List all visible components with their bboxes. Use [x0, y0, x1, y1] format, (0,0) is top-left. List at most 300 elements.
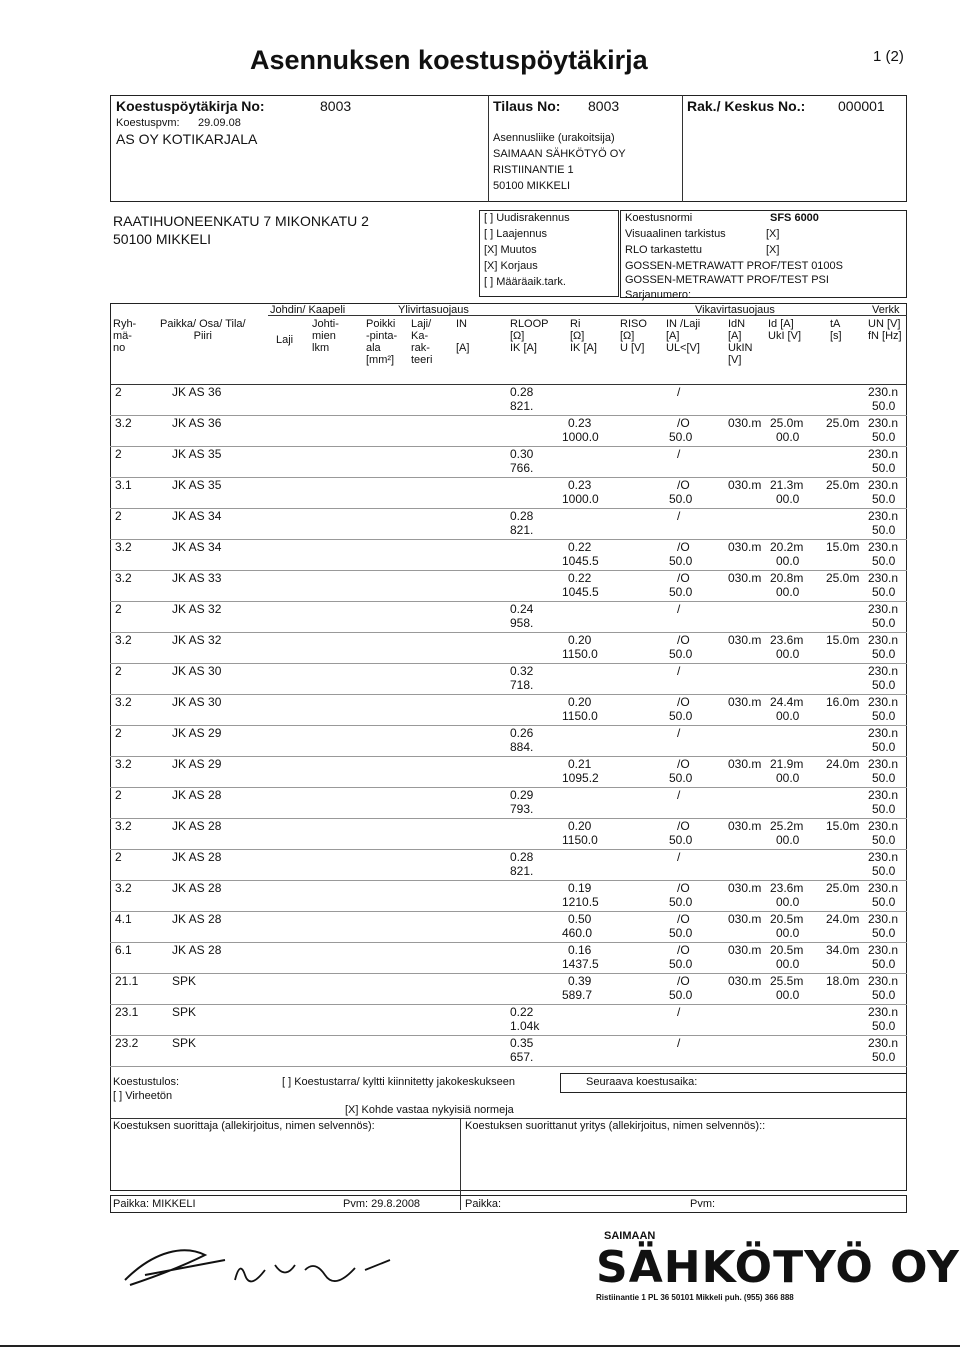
cell-ik-ri: 589.7	[562, 988, 593, 1002]
performer-signature-label: Koestuksen suorittaja (allekirjoitus, nimen selvennös):	[113, 1120, 375, 1132]
cell-id: 25.0m	[770, 416, 804, 430]
cell-idn: 030.m	[728, 416, 762, 430]
cell-ta: 15.0m	[826, 540, 860, 554]
date-left: Pvm: 29.8.2008	[343, 1198, 421, 1210]
cell-ik-ri: 1150.0	[562, 647, 598, 661]
cell-group: 2	[115, 509, 122, 523]
cell-un: 230.n	[868, 664, 899, 678]
cell-idn: 030.m	[728, 819, 762, 833]
cell-in-laji: /	[677, 788, 681, 802]
cell-ri: 0.16	[568, 943, 592, 957]
cell-ik-ri: 1210.5	[562, 895, 599, 909]
cell-rloop: 0.30	[510, 447, 534, 461]
cell-id: 23.6m	[770, 633, 804, 647]
cell-idn: 030.m	[728, 912, 762, 926]
cell-ta: 16.0m	[826, 695, 860, 709]
cell-uk: 00.0	[776, 988, 800, 1002]
cell-ik-loop: 821.	[510, 523, 534, 537]
cell-ta: 24.0m	[826, 912, 860, 926]
cell-ta: 25.0m	[826, 416, 860, 430]
table-row	[0, 447, 960, 478]
cell-id: 21.3m	[770, 478, 804, 492]
cell-ri: 0.23	[568, 478, 592, 492]
customer-name: AS OY KOTIKARJALA	[116, 131, 258, 147]
cell-rloop: 0.28	[510, 509, 534, 523]
cell-uk: 00.0	[776, 647, 800, 661]
cell-fn: 50.0	[872, 1019, 896, 1033]
cell-uk: 00.0	[776, 957, 800, 971]
norm-label: Koestusnormi	[625, 212, 693, 224]
rlo-check: RLO tarkastettu	[625, 244, 703, 256]
cell-ik-loop: 718.	[510, 678, 534, 692]
cell-fn: 50.0	[872, 399, 896, 413]
cell-ri: 0.22	[568, 540, 592, 554]
cell-fn: 50.0	[872, 895, 896, 909]
cell-uk: 00.0	[776, 585, 800, 599]
cell-rloop: 0.32	[510, 664, 534, 678]
defects-checkbox: [ ] Virheetön	[113, 1090, 173, 1102]
cell-ul: 50.0	[669, 709, 693, 723]
cell-ul: 50.0	[669, 554, 693, 568]
cell-un: 230.n	[868, 819, 899, 833]
cell-part: JK AS 32	[172, 633, 222, 647]
table-row	[0, 633, 960, 664]
cell-ik-ri: 1045.5	[562, 554, 599, 568]
cell-ik-ri: 1150.0	[562, 709, 598, 723]
cell-id: 25.2m	[770, 819, 804, 833]
cell-ri: 0.20	[568, 819, 592, 833]
cell-ul: 50.0	[669, 988, 693, 1002]
cell-un: 230.n	[868, 602, 899, 616]
cell-ta: 25.0m	[826, 881, 860, 895]
cell-ta: 15.0m	[826, 819, 860, 833]
cell-group: 4.1	[115, 912, 132, 926]
cell-fn: 50.0	[872, 833, 896, 847]
cell-idn: 030.m	[728, 478, 762, 492]
cell-ik-loop: 958.	[510, 616, 534, 630]
cell-in-laji: /	[677, 447, 681, 461]
cell-ri: 0.22	[568, 571, 592, 585]
cell-un: 230.n	[868, 850, 899, 864]
cell-in-laji: /O	[677, 416, 690, 430]
header-id: Id [A] UkI [V]	[768, 318, 802, 342]
date-right: Pvm:	[690, 1198, 716, 1210]
cell-fn: 50.0	[872, 988, 896, 1002]
table-row	[0, 478, 960, 509]
cell-idn: 030.m	[728, 943, 762, 957]
rlo-check-mark: [X]	[766, 244, 780, 256]
cell-part: SPK	[172, 1005, 197, 1019]
cell-id: 23.6m	[770, 881, 804, 895]
cell-fn: 50.0	[872, 647, 896, 661]
cell-idn: 030.m	[728, 974, 762, 988]
cell-ri: 0.21	[568, 757, 592, 771]
cell-id: 20.5m	[770, 912, 804, 926]
cell-uk: 00.0	[776, 492, 800, 506]
cell-in-laji: /O	[677, 881, 690, 895]
cell-ik-ri: 1437.5	[562, 957, 599, 971]
cell-ik-ri: 460.0	[562, 926, 593, 940]
cell-in-laji: /	[677, 850, 681, 864]
cell-group: 2	[115, 788, 122, 802]
cell-fn: 50.0	[872, 523, 896, 537]
cell-part: JK AS 28	[172, 881, 222, 895]
cell-uk: 00.0	[776, 895, 800, 909]
table-row	[0, 943, 960, 974]
cell-idn: 030.m	[728, 540, 762, 554]
header-conductor: Johdin/ Kaapeli	[270, 304, 346, 316]
cell-part: JK AS 35	[172, 478, 222, 492]
table-row	[0, 571, 960, 602]
cell-ta: 25.0m	[826, 478, 860, 492]
header-overcurrent: Ylivirtasuojaus	[398, 304, 469, 316]
header-ta: tA [s]	[830, 318, 842, 342]
cell-ul: 50.0	[669, 895, 693, 909]
cell-part: JK AS 36	[172, 416, 222, 430]
cell-ul: 50.0	[669, 957, 693, 971]
cell-group: 21.1	[115, 974, 139, 988]
cell-part: JK AS 28	[172, 943, 222, 957]
cell-part: JK AS 34	[172, 540, 222, 554]
cell-ri: 0.50	[568, 912, 592, 926]
header-fault-protection: Vikavirtasuojaus	[695, 304, 775, 316]
cell-group: 3.2	[115, 881, 132, 895]
cell-part: JK AS 28	[172, 819, 222, 833]
cell-ik-loop: 766.	[510, 461, 534, 475]
cell-group: 3.2	[115, 633, 132, 647]
cell-part: JK AS 33	[172, 571, 222, 585]
cell-part: SPK	[172, 1036, 197, 1050]
site-city: 50100 MIKKELI	[113, 231, 212, 247]
cell-part: JK AS 28	[172, 788, 222, 802]
cell-un: 230.n	[868, 416, 899, 430]
cell-un: 230.n	[868, 633, 899, 647]
cell-fn: 50.0	[872, 1050, 896, 1064]
cell-ta: 34.0m	[826, 943, 860, 957]
cell-group: 23.1	[115, 1005, 139, 1019]
cell-part: JK AS 28	[172, 912, 222, 926]
cell-ta: 15.0m	[826, 633, 860, 647]
table-row	[0, 726, 960, 757]
cell-ri: 0.20	[568, 633, 592, 647]
cell-ik-loop: 821.	[510, 399, 534, 413]
table-row	[0, 881, 960, 912]
cell-un: 230.n	[868, 912, 899, 926]
cell-part: JK AS 30	[172, 664, 222, 678]
cell-fn: 50.0	[872, 461, 896, 475]
cell-un: 230.n	[868, 881, 899, 895]
cell-group: 2	[115, 850, 122, 864]
cell-ri: 0.23	[568, 416, 592, 430]
cell-rloop: 0.28	[510, 385, 534, 399]
cell-ul: 50.0	[669, 585, 693, 599]
company-stamp	[596, 1230, 960, 1302]
cell-ik-ri: 1000.0	[562, 430, 599, 444]
place-right: Paikka:	[465, 1198, 502, 1210]
cell-part: JK AS 28	[172, 850, 222, 864]
cell-ik-loop: 884.	[510, 740, 534, 754]
cell-ik-loop: 657.	[510, 1050, 534, 1064]
cell-ik-loop: 1.04k	[510, 1019, 540, 1033]
cell-in-laji: /O	[677, 819, 690, 833]
cell-in-laji: /O	[677, 571, 690, 585]
visual-check: Visuaalinen tarkistus	[625, 228, 726, 240]
cell-in-laji: /	[677, 602, 681, 616]
cell-ul: 50.0	[669, 771, 693, 785]
cell-part: JK AS 30	[172, 695, 222, 709]
cell-ri: 0.19	[568, 881, 592, 895]
cell-id: 21.9m	[770, 757, 804, 771]
next-test-label: Seuraava koestusaika:	[586, 1076, 698, 1088]
work-type-item: [X] Muutos	[484, 244, 537, 256]
cell-rloop: 0.26	[510, 726, 534, 740]
building-label: Rak./ Keskus No.:	[687, 98, 806, 114]
cell-un: 230.n	[868, 757, 899, 771]
table-row	[0, 850, 960, 881]
cell-un: 230.n	[868, 509, 899, 523]
device-1: GOSSEN-METRAWATT PROF/TEST 0100S	[625, 260, 844, 272]
order-label: Tilaus No:	[493, 98, 561, 114]
cell-un: 230.n	[868, 571, 899, 585]
cell-part: JK AS 32	[172, 602, 222, 616]
header-ri: Ri [Ω] IK [A]	[570, 318, 597, 354]
cell-group: 3.2	[115, 819, 132, 833]
cell-un: 230.n	[868, 540, 899, 554]
table-row	[0, 664, 960, 695]
cell-un: 230.n	[868, 1005, 899, 1019]
cell-ul: 50.0	[669, 647, 693, 661]
cell-fn: 50.0	[872, 802, 896, 816]
cell-idn: 030.m	[728, 757, 762, 771]
header-group: Ryh- mä- no	[113, 318, 137, 354]
cell-group: 6.1	[115, 943, 132, 957]
page-title: Asennuksen koestuspöytäkirja	[250, 45, 648, 75]
stamp-small-text: SAIMAAN	[604, 1230, 656, 1242]
cell-part: JK AS 29	[172, 726, 222, 740]
header-in-laji: IN /Laji [A] UL<[V]	[666, 318, 701, 354]
cell-in-laji: /O	[677, 478, 690, 492]
table-row	[0, 385, 960, 416]
header-riso: RISO [Ω] U [V]	[620, 318, 647, 354]
table-row	[0, 757, 960, 788]
order-number: 8003	[588, 98, 620, 114]
cell-uk: 00.0	[776, 771, 800, 785]
table-row	[0, 788, 960, 819]
cell-fn: 50.0	[872, 678, 896, 692]
contractor-line: 50100 MIKKELI	[493, 180, 571, 192]
cell-uk: 00.0	[776, 554, 800, 568]
cell-un: 230.n	[868, 726, 899, 740]
cell-ta: 18.0m	[826, 974, 860, 988]
cell-idn: 030.m	[728, 633, 762, 647]
cell-un: 230.n	[868, 1036, 899, 1050]
cell-in-laji: /O	[677, 757, 690, 771]
cell-group: 3.2	[115, 540, 132, 554]
header-count: Johti- mien lkm	[312, 318, 339, 354]
cell-un: 230.n	[868, 385, 899, 399]
stamp-company-name: SÄHKÖTYÖ OY	[596, 1242, 960, 1293]
cell-ri: 0.20	[568, 695, 592, 709]
cell-in-laji: /O	[677, 633, 690, 647]
cell-rloop: 0.22	[510, 1005, 534, 1019]
cell-fn: 50.0	[872, 492, 896, 506]
cell-in-laji: /O	[677, 540, 690, 554]
cell-group: 2	[115, 602, 122, 616]
table-row	[0, 540, 960, 571]
cell-ul: 50.0	[669, 833, 693, 847]
cell-group: 3.2	[115, 571, 132, 585]
cell-uk: 00.0	[776, 430, 800, 444]
cell-part: JK AS 35	[172, 447, 222, 461]
cell-idn: 030.m	[728, 881, 762, 895]
cell-group: 3.2	[115, 757, 132, 771]
cell-ik-loop: 821.	[510, 864, 534, 878]
handwritten-signature	[115, 1240, 415, 1295]
cell-fn: 50.0	[872, 616, 896, 630]
cell-ta: 25.0m	[826, 571, 860, 585]
cell-ik-loop: 793.	[510, 802, 534, 816]
cell-group: 3.2	[115, 416, 132, 430]
cell-ta: 24.0m	[826, 757, 860, 771]
cell-group: 2	[115, 664, 122, 678]
table-row	[0, 509, 960, 540]
cell-ul: 50.0	[669, 926, 693, 940]
table-row	[0, 1036, 960, 1067]
header-type: Laji	[276, 334, 294, 346]
work-type-item: [ ] Määräaik.tark.	[484, 276, 566, 288]
contractor-line: RISTIINANTIE 1	[493, 164, 574, 176]
work-type-item: [X] Korjaus	[484, 260, 538, 272]
cell-uk: 00.0	[776, 926, 800, 940]
table-row	[0, 1005, 960, 1036]
header-part: Paikka/ Osa/ Tila/ Piiri	[160, 318, 246, 342]
cell-group: 3.2	[115, 695, 132, 709]
header-cross-section: Poikki -pinta- ala [mm²]	[366, 318, 398, 366]
table-row	[0, 416, 960, 447]
cell-un: 230.n	[868, 788, 899, 802]
table-row	[0, 912, 960, 943]
cell-rloop: 0.24	[510, 602, 534, 616]
protocol-date-label: Koestuspvm:	[116, 117, 180, 129]
cell-fn: 50.0	[872, 430, 896, 444]
cell-un: 230.n	[868, 695, 899, 709]
cell-fn: 50.0	[872, 709, 896, 723]
cell-ik-ri: 1045.5	[562, 585, 599, 599]
cell-in-laji: /O	[677, 912, 690, 926]
cell-in-laji: /	[677, 664, 681, 678]
cell-id: 20.8m	[770, 571, 804, 585]
result-label: Koestustulos:	[113, 1076, 180, 1088]
cell-ri: 0.39	[568, 974, 592, 988]
cell-in-laji: /	[677, 1005, 681, 1019]
serial-label: Sarjanumero:	[625, 289, 692, 301]
cell-fn: 50.0	[872, 771, 896, 785]
cell-idn: 030.m	[728, 571, 762, 585]
sticker-checkbox: [ ] Koestustarra/ kyltti kiinnitetty jakokeskukseen	[282, 1076, 515, 1088]
cell-in-laji: /	[677, 509, 681, 523]
cell-part: JK AS 34	[172, 509, 222, 523]
table-row	[0, 819, 960, 850]
cell-rloop: 0.28	[510, 850, 534, 864]
header-un: UN [V] fN [Hz]	[868, 318, 902, 342]
cell-part: SPK	[172, 974, 197, 988]
cell-un: 230.n	[868, 478, 899, 492]
protocol-number: 8003	[320, 98, 352, 114]
device-2: GOSSEN-METRAWATT PROF/TEST PSI	[625, 274, 829, 286]
protocol-label: Koestuspöytäkirja No:	[116, 98, 265, 114]
cell-fn: 50.0	[872, 740, 896, 754]
cell-id: 20.5m	[770, 943, 804, 957]
cell-fn: 50.0	[872, 957, 896, 971]
contractor-line: SAIMAAN SÄHKÖTYÖ OY	[493, 148, 626, 160]
contractor-label: Asennusliike (urakoitsija)	[493, 132, 615, 144]
cell-rloop: 0.35	[510, 1036, 534, 1050]
building-number: 000001	[838, 98, 885, 114]
cell-ik-ri: 1150.0	[562, 833, 598, 847]
header-idn: IdN [A] UkIN [V]	[728, 318, 753, 366]
cell-group: 23.2	[115, 1036, 139, 1050]
cell-part: JK AS 36	[172, 385, 222, 399]
cell-fn: 50.0	[872, 864, 896, 878]
cell-id: 24.4m	[770, 695, 804, 709]
cell-un: 230.n	[868, 974, 899, 988]
cell-part: JK AS 29	[172, 757, 222, 771]
cell-fn: 50.0	[872, 926, 896, 940]
cell-rloop: 0.29	[510, 788, 534, 802]
cell-in-laji: /O	[677, 974, 690, 988]
header-in: IN [A]	[456, 318, 470, 354]
cell-fn: 50.0	[872, 585, 896, 599]
cell-id: 25.5m	[770, 974, 804, 988]
page-number: 1 (2)	[873, 48, 904, 65]
cell-in-laji: /O	[677, 943, 690, 957]
compliance-checkbox: [X] Kohde vastaa nykyisiä normeja	[345, 1104, 514, 1116]
cell-in-laji: /	[677, 726, 681, 740]
cell-group: 2	[115, 726, 122, 740]
place-left: Paikka: MIKKELI	[113, 1198, 196, 1210]
cell-uk: 00.0	[776, 833, 800, 847]
stamp-address-line: Ristiinantie 1 PL 36 50101 Mikkeli puh. (955) 366 888	[596, 1293, 794, 1302]
site-address: RAATIHUONEENKATU 7 MIKONKATU 2	[113, 213, 369, 229]
table-row	[0, 602, 960, 633]
header-network: Verkk	[872, 304, 900, 316]
cell-in-laji: /	[677, 385, 681, 399]
work-type-item: [ ] Laajennus	[484, 228, 547, 240]
table-row	[0, 695, 960, 726]
cell-un: 230.n	[868, 943, 899, 957]
cell-un: 230.n	[868, 447, 899, 461]
header-rloop: RLOOP [Ω] IK [A]	[510, 318, 549, 354]
cell-in-laji: /	[677, 1036, 681, 1050]
cell-uk: 00.0	[776, 709, 800, 723]
cell-in-laji: /O	[677, 695, 690, 709]
protocol-date: 29.09.08	[198, 117, 241, 129]
cell-fn: 50.0	[872, 554, 896, 568]
header-oc-type: Laji/ Ka- rak- teeri	[411, 318, 433, 366]
norm-value: SFS 6000	[770, 212, 819, 224]
table-row	[0, 974, 960, 1005]
cell-ik-ri: 1000.0	[562, 492, 599, 506]
cell-idn: 030.m	[728, 695, 762, 709]
visual-check-mark: [X]	[766, 228, 780, 240]
cell-id: 20.2m	[770, 540, 804, 554]
work-type-item: [ ] Uudisrakennus	[484, 212, 570, 224]
cell-group: 2	[115, 447, 122, 461]
cell-ik-ri: 1095.2	[562, 771, 599, 785]
company-signature-label: Koestuksen suorittanut yritys (allekirjoitus, nimen selvennös)::	[465, 1120, 766, 1132]
cell-ul: 50.0	[669, 430, 693, 444]
cell-ul: 50.0	[669, 492, 693, 506]
